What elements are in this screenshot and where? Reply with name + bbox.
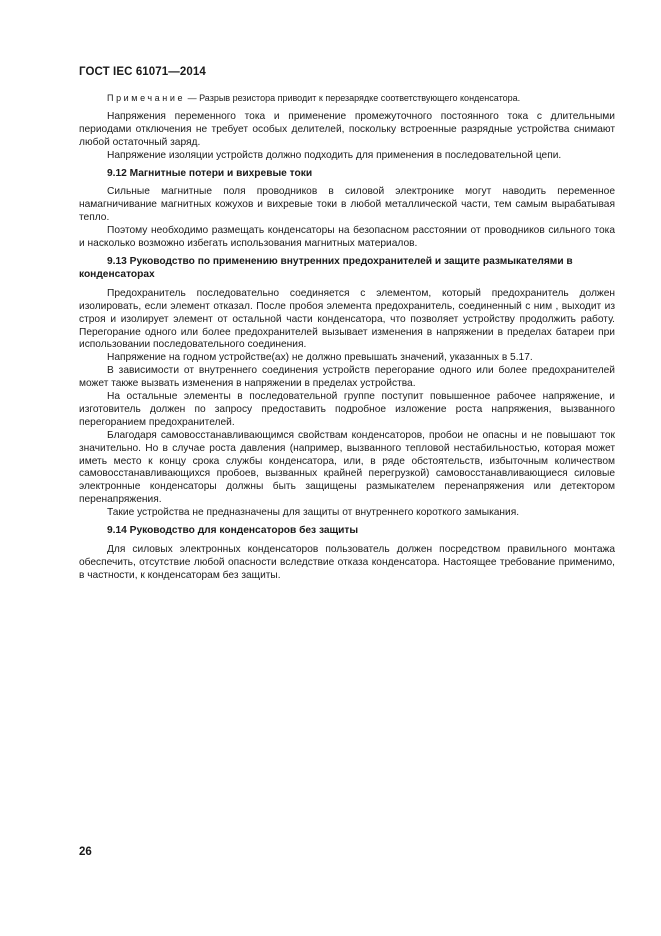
note-text: — Разрыв резистора приводит к перезарядке соответствующего конденсатора. — [185, 93, 521, 103]
paragraph: Напряжение изоляции устройств должно подходить для применения в последовательной цепи. — [107, 149, 562, 161]
paragraph: Такие устройства не предназначены для защиты от внутреннего короткого замыкания. — [107, 507, 520, 519]
paragraph: Для силовых электронных конденсаторов пользователь должен посредством правильного монтажа обеспечить, отсутствие любой опасности вследствие отказа конденсатора. Настоящее требование применимо, в частности, к конденсаторам без защиты. — [79, 544, 615, 581]
document-header: ГОСТ IEC 61071—2014 — [79, 66, 206, 78]
paragraph: Сильные магнитные поля проводников в силовой электронике могут наводить переменное намагничивание магнитных кожухов и вихревые токи в любой металлической части, тем самым вырабатывая тепло. — [79, 186, 615, 224]
paragraph: Напряжение на годном устройстве(ах) не должно превышать значений, указанных в 5.17. — [107, 352, 533, 364]
paragraph: Напряжения переменного тока и применение промежуточного постоянного тока с длительными периодами отключения не требует особых делителей, поскольку встроенные разрядные устройства снимают любой остаточный заряд. — [79, 110, 615, 148]
section-heading-9-13: 9.13 Руководство по применению внутренних предохранителей и защите размыкателями в конденсаторах — [79, 255, 573, 280]
paragraph: На остальные элементы в последовательной группе поступит повышенное рабочее напряжение, и изготовитель должен по запросу предоставить подробное изложение роста напряжения, вызванного перегоранием предохранителей. — [79, 391, 615, 428]
paragraph: Поэтому необходимо размещать конденсаторы на безопасном расстоянии от проводников сильного тока и насколько возможно избегать использования магнитных материалов. — [79, 225, 615, 250]
page-number: 26 — [79, 846, 92, 858]
note-label: Примечание — [107, 93, 186, 103]
section-heading-9-14: 9.14 Руководство для конденсаторов без защиты — [107, 525, 359, 537]
paragraph: Предохранитель последовательно соединяется с элементом, который предохранитель должен изолировать, если элемент отказал. После пробоя элемента предохранитель, соединенный с ним , выходит из строя и изолирует элемент от остальной части конденсатора, что позволяет устройству продолжить работу. Перегорание одного или более предохранителей вызывает изменения в напряжении в пределах батареи при использовании последовательного соединения. — [79, 287, 615, 351]
document-body — [79, 92, 615, 583]
section-heading-9-12: 9.12 Магнитные потери и вихревые токи — [107, 167, 313, 179]
paragraph: Благодаря самовосстанавливающимся свойствам конденсаторов, пробои не опасны и не повышают ток значительно. Но в случае роста давления (например, вызванного тепловой нестабильностью, которая может иметь место к концу срока службы конденсатора, или, в ряде обстоятельств, избыточным количеством самовосстанавливающихся пробоев, вызванных крайней перегрузкой) самовосстанавливающиеся силовые электронные конденсаторы должны быть защищены размыкателем перенапряжения или детектором перенапряжения. — [79, 429, 615, 506]
paragraph: В зависимости от внутреннего соединения устройств перегорание одного или более предохранителей может также вызвать изменения в напряжении в пределах устройства. — [79, 365, 615, 390]
note — [79, 92, 615, 105]
